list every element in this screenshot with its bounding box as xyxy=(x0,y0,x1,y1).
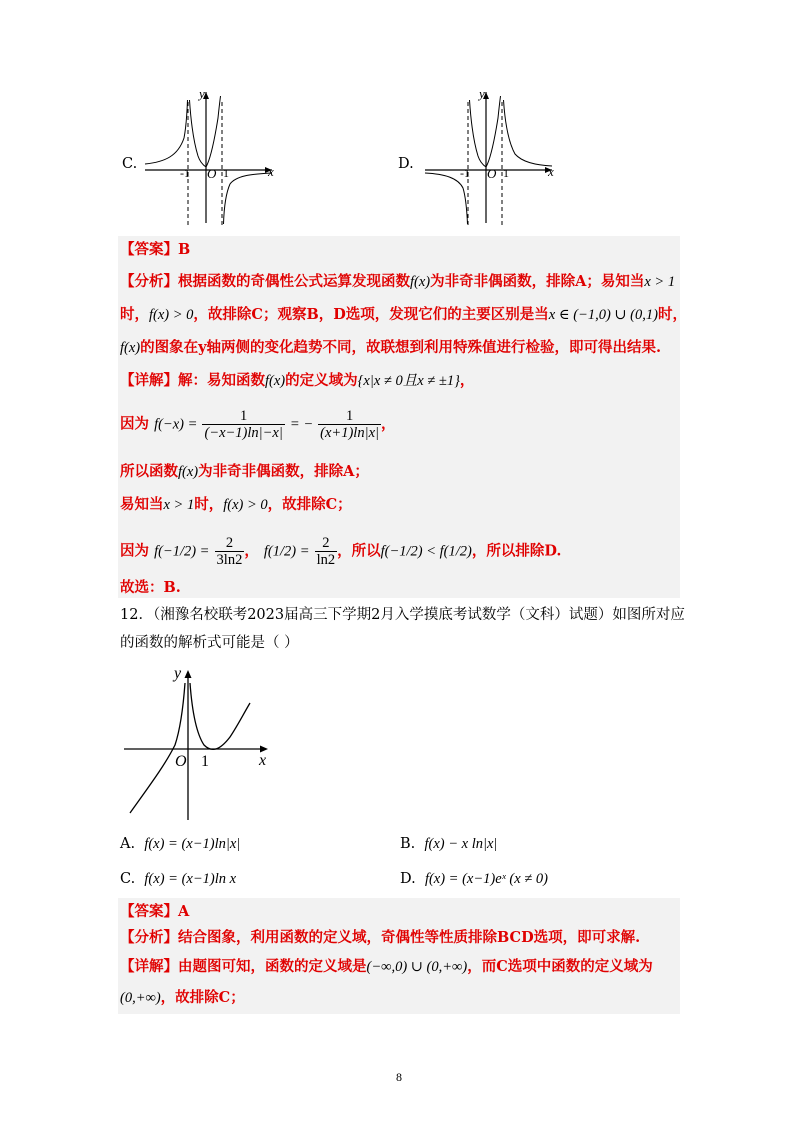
fraction-3 xyxy=(215,535,245,568)
graph-c-origin-label: O xyxy=(207,166,217,181)
question12-graph xyxy=(120,665,280,825)
analysis-text: 时， xyxy=(657,306,687,323)
graph-c-y-label: y xyxy=(199,86,205,101)
option-d xyxy=(400,869,548,889)
analysis-text: 根据函数的奇偶性公式运算发现函数 xyxy=(178,273,410,290)
detail-text: ，故排除C； xyxy=(160,989,245,1006)
math-x-in: x ∈ (−1,0) ∪ (0,1) xyxy=(548,307,658,323)
math-fx-gt-0: f(x) > 0 xyxy=(223,497,268,513)
analysis1-line-1 xyxy=(120,272,675,292)
graph-d-y-label: y xyxy=(479,86,485,101)
graph-c-minus-one-label: -1 xyxy=(180,166,190,180)
analysis-text: 时， xyxy=(120,306,149,323)
math-fx: f(x) xyxy=(178,464,199,480)
answer-value: B xyxy=(178,241,191,258)
detail-label: 【详解】 xyxy=(120,372,178,389)
detail2-line-2 xyxy=(120,988,245,1008)
detail-text: 的定义域为 xyxy=(285,372,358,389)
detail-text: 易知当 xyxy=(120,496,164,513)
math-fx: f(x) xyxy=(120,340,141,356)
detail1-line-4 xyxy=(120,495,352,515)
option-c-label: C. xyxy=(122,156,138,172)
math-fx-gt-0: f(x) > 0 xyxy=(149,307,194,323)
math-domain-set: {x|x ≠ 0且x ≠ ±1} xyxy=(357,373,460,389)
analysis2-line xyxy=(120,928,640,948)
math-fx: f(x) xyxy=(265,373,286,389)
detail1-line-2 xyxy=(120,408,396,441)
fraction-1 xyxy=(202,408,284,441)
detail-text: 解：易知函数 xyxy=(178,372,265,389)
frac-den: (−x−1)ln|−x| xyxy=(204,425,283,441)
option-c-label: C. xyxy=(120,871,136,887)
graph-d-one-label: 1 xyxy=(503,166,509,180)
detail-text: ，所以 xyxy=(337,542,381,560)
analysis-label: 【分析】 xyxy=(120,273,178,290)
math-fx: f(x) xyxy=(410,274,431,290)
punct: ， xyxy=(244,542,259,560)
fraction-2 xyxy=(318,408,381,441)
analysis1-line-2 xyxy=(120,305,687,325)
answer-label: 【答案】 xyxy=(120,903,178,920)
detail1-line-5 xyxy=(120,535,561,568)
q12-graph-y-label: y xyxy=(174,665,182,682)
frac-num: 1 xyxy=(318,408,381,425)
page-number: 8 xyxy=(396,1070,402,1084)
detail-label: 【详解】 xyxy=(120,958,178,975)
q12-graph-one-label: 1 xyxy=(201,753,209,770)
analysis-text: 的图象在y轴两侧的变化趋势不同，故联想到利用特殊值进行检验，即可得出结果. xyxy=(140,339,662,356)
answer-label: 【答案】 xyxy=(120,241,178,258)
answer-value: A xyxy=(178,903,190,920)
option-d-formula: f(x) = (x−1)eˣ (x ≠ 0) xyxy=(424,871,548,887)
option-d-label: D. xyxy=(398,156,414,172)
math-x-gt-1: x > 1 xyxy=(644,274,676,290)
graph-c-one-label: 1 xyxy=(223,166,229,180)
q12-graph-origin-label: O xyxy=(175,753,187,770)
detail2-line-1 xyxy=(120,957,653,977)
detail-text: 所以函数 xyxy=(120,463,178,480)
detail-text: ，而C选项中函数的定义域为 xyxy=(467,958,653,975)
detail-text: 因为 xyxy=(120,542,149,560)
question12-line-2: 的函数的解析式可能是（ ） xyxy=(120,635,299,651)
punct: ， xyxy=(381,415,396,433)
option-d-label: D. xyxy=(400,871,416,887)
answer2-line xyxy=(120,902,189,922)
graph-d-minus-one-label: -1 xyxy=(460,166,470,180)
detail-text: 因为 xyxy=(120,415,149,433)
frac-num: 2 xyxy=(315,535,338,552)
math-domain-c: (0,+∞) xyxy=(120,990,161,1006)
math-f-neg-x: f(−x) = xyxy=(154,416,198,433)
math-compare: f(−1/2) < f(1/2) xyxy=(380,543,472,560)
option-b xyxy=(400,834,497,854)
option-a-formula: f(x) = (x−1)ln|x| xyxy=(144,836,241,852)
frac-den: ln2 xyxy=(316,552,336,568)
graph-option-d xyxy=(420,88,560,228)
detail-text: ，故排除C； xyxy=(267,496,352,513)
frac-num: 2 xyxy=(215,535,245,552)
option-b-label: B. xyxy=(400,836,416,852)
option-c-formula: f(x) = (x−1)ln x xyxy=(144,871,237,887)
analysis-text: ，故排除C；观察B，D选项，发现它们的主要区别是当 xyxy=(193,306,549,323)
frac-den: 3ln2 xyxy=(216,552,243,568)
graph-d-x-label: x xyxy=(548,164,554,179)
detail1-line-1 xyxy=(120,371,474,391)
detail-text: ，所以排除D. xyxy=(471,542,562,560)
choose-line: 故选：B. xyxy=(120,579,181,596)
analysis-text: 结合图象，利用函数的定义域，奇偶性等性质排除BCD选项，即可求解. xyxy=(178,929,641,946)
graph-d-origin-label: O xyxy=(487,166,497,181)
math-f-neg-half: f(−1/2) = xyxy=(154,543,210,560)
question12-line-1: 12．（湘豫名校联考2023届高三下学期2月入学摸底考试数学（文科）试题）如图所对应 xyxy=(120,607,685,623)
option-c xyxy=(120,869,236,889)
detail-text: 为非奇非偶函数，排除A； xyxy=(198,463,369,480)
fraction-4 xyxy=(315,535,338,568)
detail-text: 时， xyxy=(194,496,224,513)
frac-num: 1 xyxy=(202,408,284,425)
analysis-label: 【分析】 xyxy=(120,929,178,946)
graph-c-x-label: x xyxy=(268,164,274,179)
option-a xyxy=(120,834,240,854)
analysis1-line-3 xyxy=(120,338,661,358)
answer1-line xyxy=(120,240,190,260)
punct: ， xyxy=(459,372,475,389)
frac-den: (x+1)ln|x| xyxy=(320,425,379,441)
analysis-text: 为非奇非偶函数，排除A；易知当 xyxy=(430,273,645,290)
math-eq-neg: = − xyxy=(289,416,314,433)
graph-option-c xyxy=(140,88,280,228)
math-f-half: f(1/2) = xyxy=(263,543,310,560)
detail-text: 由题图可知，函数的定义域是 xyxy=(178,958,367,975)
math-x-gt-1: x > 1 xyxy=(163,497,195,513)
option-b-formula: f(x) − x ln|x| xyxy=(424,836,498,852)
option-a-label: A. xyxy=(120,836,136,852)
q12-graph-x-label: x xyxy=(259,752,267,769)
detail1-line-3 xyxy=(120,462,369,482)
math-domain: (−∞,0) ∪ (0,+∞) xyxy=(366,959,468,975)
